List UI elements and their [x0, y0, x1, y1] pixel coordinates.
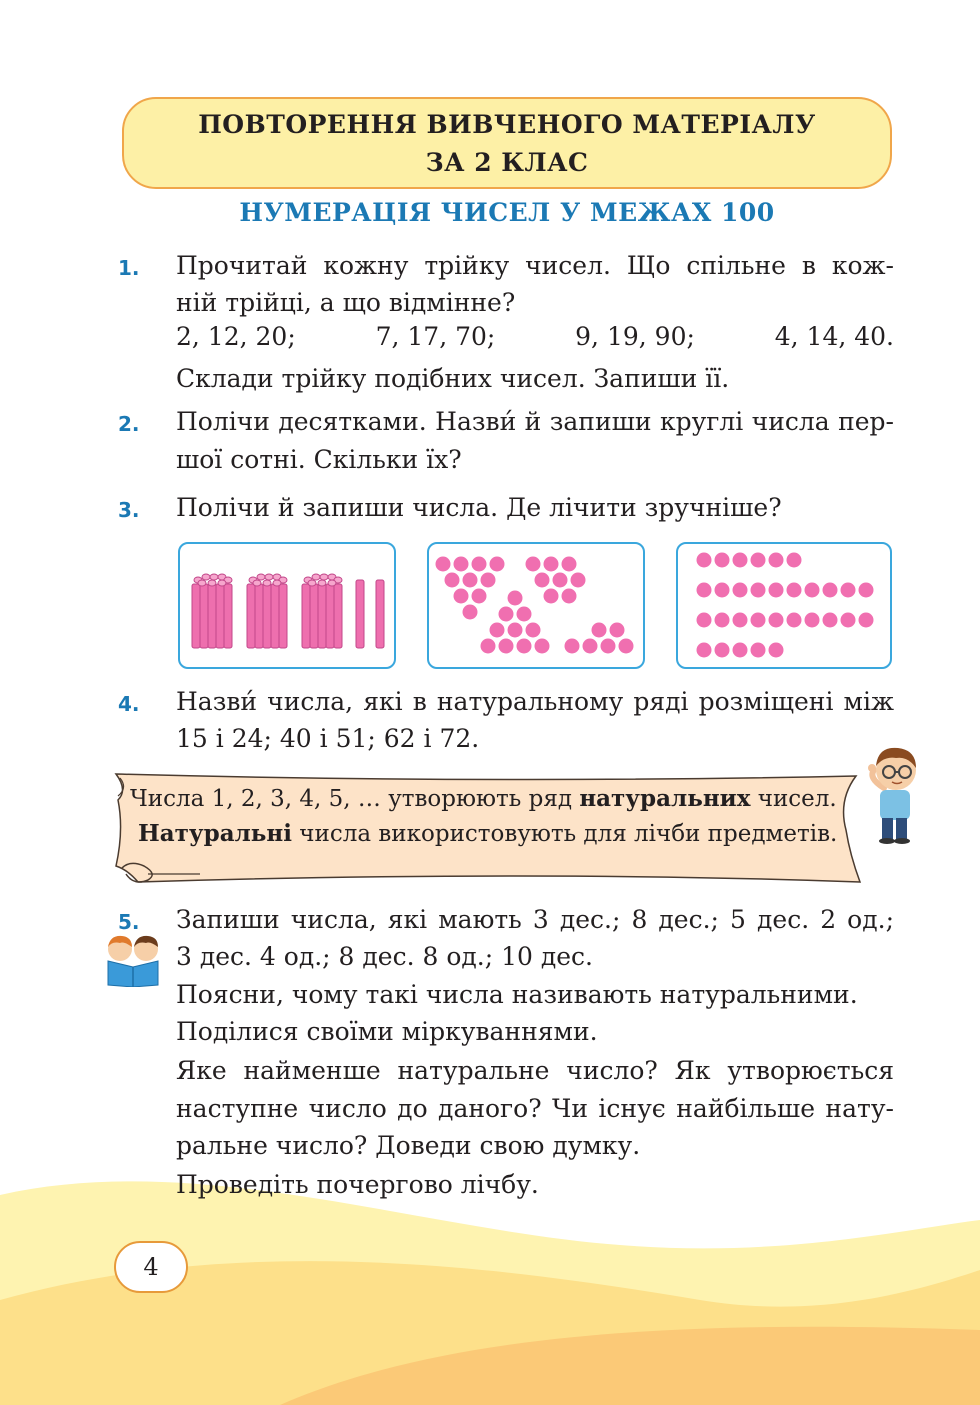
task-1-triples	[176, 322, 894, 351]
task-5-line-8: Проведіть почергово лічбу.	[176, 1170, 539, 1199]
rule-term-natural-2: Натуральні	[138, 820, 292, 847]
task-5-line-5: Яке найменше натуральне число? Як утворюється	[176, 1056, 894, 1085]
task-2-number: 2.	[118, 412, 140, 436]
rule-line-1	[130, 785, 837, 812]
task-5-line-6: наступне число до даного? Чи існує найбільше нату-	[176, 1094, 894, 1123]
boy-with-glasses-icon	[854, 740, 924, 845]
section-title-line1: ПОВТОРЕННЯ ВИВЧЕНОГО МАТЕРІАЛУ	[198, 110, 816, 139]
task-5-number: 5.	[118, 910, 140, 934]
task-3-line-1: Полічи й запиши числа. Де лічити зручніше?	[176, 493, 782, 522]
task-4-number: 4.	[118, 692, 140, 716]
task-3-number: 3.	[118, 498, 140, 522]
dots-rows-picture	[676, 542, 892, 669]
triple-4: 4, 14, 40.	[774, 322, 894, 351]
task-5-line-7: ральне число? Доведи свою думку.	[176, 1131, 641, 1160]
triple-3: 9, 19, 90;	[575, 322, 695, 351]
rule-line-2	[138, 820, 837, 847]
task-1-line-1: Прочитай кожну трійку чисел. Що спільне в кож-	[176, 251, 894, 280]
section-subtitle: НУМЕРАЦІЯ ЧИСЕЛ У МЕЖАХ 100	[239, 198, 775, 227]
rule-line-1-a: Числа 1, 2, 3, 4, 5, … утворюють ряд	[130, 786, 580, 812]
section-title-line2: ЗА 2 КЛАС	[425, 148, 589, 177]
task-4-line-2: 15 і 24; 40 і 51; 62 і 72.	[176, 724, 480, 753]
task-1-line-2: ній трійці, а що відмінне?	[176, 288, 516, 317]
rule-term-natural: натуральних	[579, 785, 751, 812]
task-2-line-2: шої сотні. Скільки їх?	[176, 445, 462, 474]
task-4-line-1: Назви́ числа, які в натуральному ряді розміщені між	[176, 687, 894, 716]
task-1-number: 1.	[118, 256, 140, 280]
page-number: 4	[114, 1241, 188, 1293]
dots-rows-icon	[678, 544, 890, 667]
triple-1: 2, 12, 20;	[176, 322, 296, 351]
rule-line-1-c: чисел.	[750, 786, 837, 812]
rule-line-2-b: числа використовують для лічби предметів.	[292, 821, 838, 847]
kids-reading-icon	[102, 933, 164, 987]
task-5-line-3: Поясни, чому такі числа називають натуральними.	[176, 980, 858, 1009]
sticks-bundles-icon	[180, 544, 394, 667]
task-5-line-1: Запиши числа, які мають 3 дес.; 8 дес.; 5 дес. 2 од.;	[176, 905, 894, 934]
dots-pattern-icon	[429, 544, 643, 667]
task-2-line-1: Полічи десятками. Назви́ й запиши круглі числа пер-	[176, 407, 894, 436]
dots-pattern-picture	[427, 542, 645, 669]
section-title-box	[122, 97, 892, 189]
task-5-line-4: Поділися своїми міркуваннями.	[176, 1017, 598, 1046]
triple-2: 7, 17, 70;	[375, 322, 496, 351]
sticks-picture	[178, 542, 396, 669]
task-1-line-4: Склади трійку подібних чисел. Запиши її.	[176, 364, 730, 393]
task-5-line-2: 3 дес. 4 од.; 8 дес. 8 од.; 10 дес.	[176, 942, 593, 971]
